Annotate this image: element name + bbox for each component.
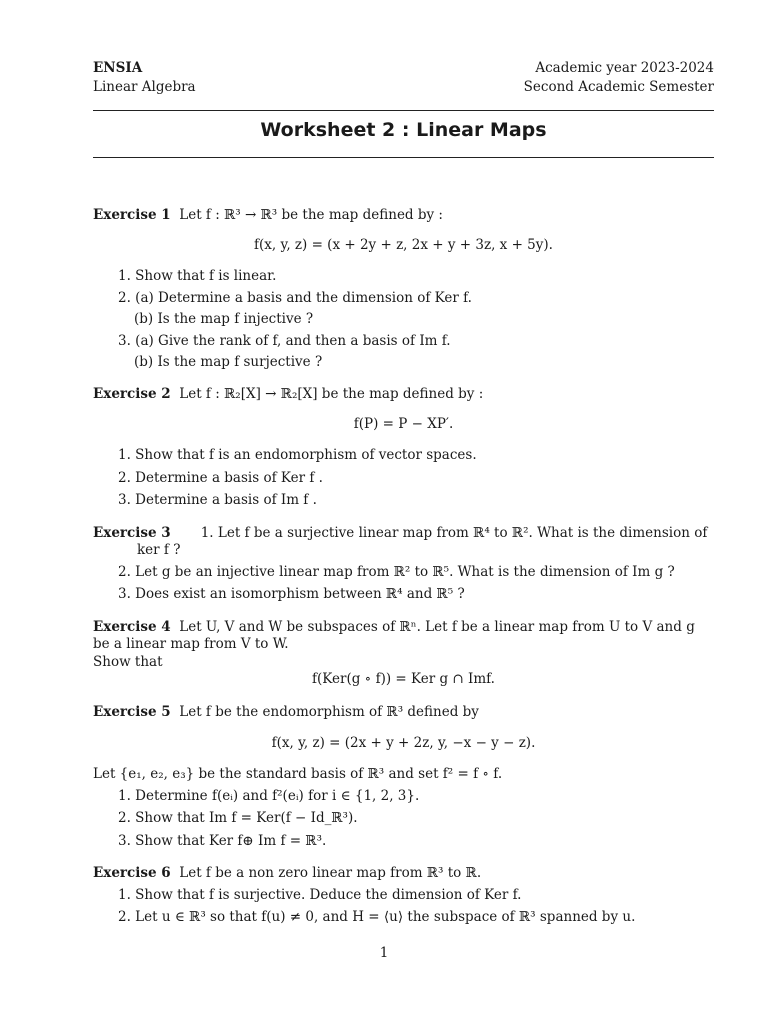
exercise-1-formula: f(x, y, z) = (x + 2y + z, 2x + y + 3z, x + 5y). [254, 237, 553, 253]
exercise-text: Let {e₁, e₂, e₃} be the standard basis of ℝ³ and set f² = f ∘ f. [93, 766, 503, 782]
exercise-4-heading [93, 619, 695, 635]
exercise-intro: Let f : ℝ₂[X] → ℝ₂[X] be the map defined by : [179, 386, 484, 402]
title-rule [93, 157, 714, 158]
exercise-intro: Let U, V and W be subspaces of ℝⁿ. Let f be a linear map from U to V and g [179, 619, 695, 635]
list-item: ker f ? [137, 542, 181, 558]
list-item: 2. Let g be an injective linear map from ℝ² to ℝ⁵. What is the dimension of Im g ? [118, 564, 675, 580]
list-item: 3. Determine a basis of Im f . [118, 492, 317, 508]
academic-year: Academic year 2023-2024 [535, 60, 714, 76]
exercise-intro: Let f be a non zero linear map from ℝ³ to ℝ. [179, 865, 482, 881]
list-item: 2. Let u ∈ ℝ³ so that f(u) ≠ 0, and H = ⟨u⟩ the subspace of ℝ³ spanned by u. [118, 909, 636, 925]
exercise-5-heading [93, 704, 479, 720]
exercise-intro: Let f : ℝ³ → ℝ³ be the map defined by : [179, 207, 443, 223]
exercise-6-heading [93, 865, 481, 881]
page-number: 1 [379, 945, 389, 961]
list-item: 3. (a) Give the rank of f, and then a basis of Im f. [118, 333, 451, 349]
exercise-4-formula: f(Ker(g ∘ f)) = Ker g ∩ Imf. [312, 671, 495, 687]
exercise-2-heading [93, 386, 483, 402]
exercise-label: Exercise 5 [93, 704, 171, 720]
exercise-1-heading [93, 207, 443, 223]
list-item: 1. Determine f(eᵢ) and f²(eᵢ) for i ∈ {1, 2, 3}. [118, 788, 420, 804]
exercise-2-formula: f(P) = P − XP′. [353, 416, 454, 432]
list-item: 1. Show that f is linear. [118, 268, 277, 284]
header-right [524, 60, 714, 98]
page-title: Worksheet 2 : Linear Maps [260, 119, 547, 141]
list-item: 2. Show that Im f = Ker(f − Id_ℝ³). [118, 810, 358, 826]
exercise-text: be a linear map from V to W. [93, 636, 289, 652]
academic-semester: Second Academic Semester [523, 79, 714, 95]
exercise-text: Show that [93, 654, 163, 670]
list-item: 2. (a) Determine a basis and the dimension of Ker f. [118, 290, 472, 306]
list-item: 2. Determine a basis of Ker f . [118, 470, 323, 486]
exercise-label: Exercise 1 [93, 207, 171, 223]
exercise-intro: Let f be the endomorphism of ℝ³ defined by [179, 704, 479, 720]
list-item: 1. Let f be a surjective linear map from ℝ⁴ to ℝ². What is the dimension of [200, 525, 708, 541]
list-item: 1. Show that f is surjective. Deduce the dimension of Ker f. [118, 887, 522, 903]
institution-name: ENSIA [93, 60, 143, 76]
list-item: 3. Show that Ker f⊕ Im f = ℝ³. [118, 833, 327, 849]
exercise-label: Exercise 6 [93, 865, 171, 881]
list-item: (b) Is the map f surjective ? [134, 354, 323, 370]
header-left [93, 60, 196, 98]
exercise-label: Exercise 2 [93, 386, 171, 402]
exercise-label: Exercise 4 [93, 619, 171, 635]
list-item: (b) Is the map f injective ? [134, 311, 314, 327]
exercise-5-formula: f(x, y, z) = (2x + y + 2z, y, −x − y − z). [271, 735, 536, 751]
list-item: 3. Does exist an isomorphism between ℝ⁴ and ℝ⁵ ? [118, 586, 465, 602]
list-item: 1. Show that f is an endomorphism of vector spaces. [118, 447, 477, 463]
exercise-label: Exercise 3 [93, 525, 171, 541]
exercise-3-heading [93, 525, 707, 541]
top-rule [93, 110, 714, 111]
course-name: Linear Algebra [93, 79, 196, 95]
